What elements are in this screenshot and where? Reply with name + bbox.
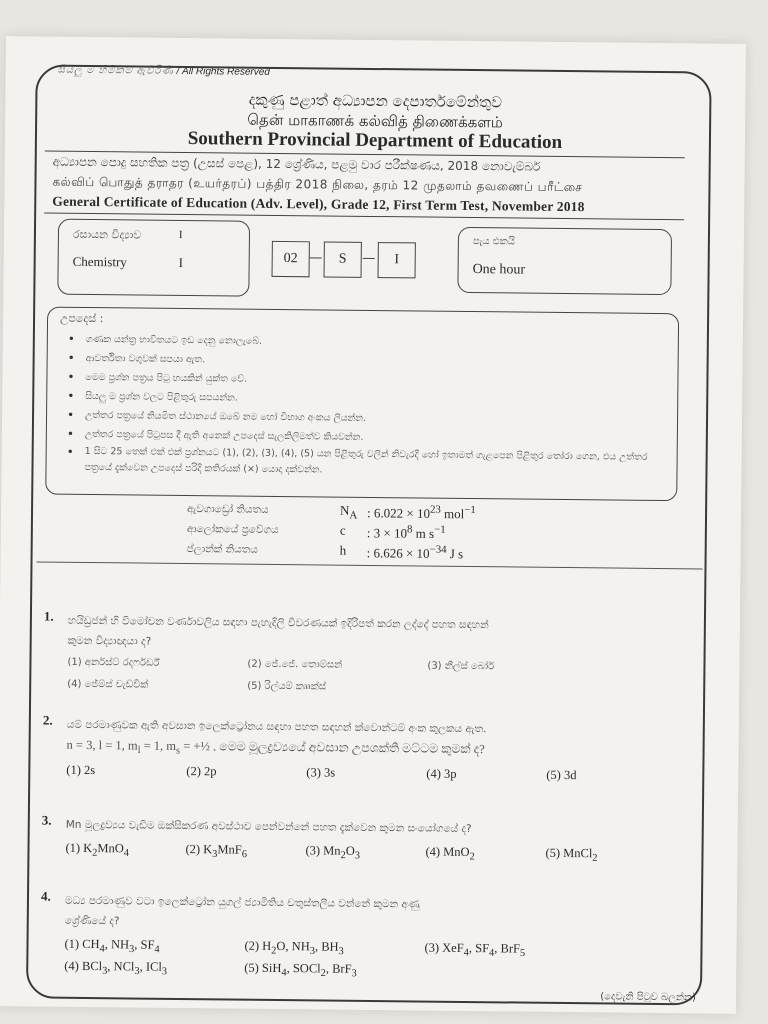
instruction-item: • ආවර්තිතා වගුවක් සපයා ඇත. [64,349,670,374]
question-text: Mn මූලද්‍රව්‍යය වැඩිම ඔක්සිකරණ අවස්ථාව පෙන්වන්නේ පහත දැක්වෙන කුමන සංයෝගයේ ද? [65,818,472,836]
constant-symbol: h [339,542,347,558]
instruction-item: • උත්තර පත්‍රයේ පිටුපස දී ඇති අනෙක් උපදෙස් සැලකිලිමත්ව කියවන්න. [63,425,669,450]
subject-name-english: Chemistry [72,253,127,270]
answer-option: (3) 3s [306,765,336,780]
exam-title-tamil: கல்விப் பொதுத் தராதர (உயர்தரப்) பத்திர 2018 நிலை, தரம் 12 முதலாம் தவணைப் பரீட்சை [52,174,583,195]
duration-box [457,227,672,295]
duration-sinhala: පැය එකයි [472,236,515,248]
subject-code-box: I [378,242,416,278]
answer-option: (2) 2p [186,764,217,779]
answer-option: (1) අර්නස්ට් රදර්ෆර්ඩ් [67,656,160,669]
answer-option: (3) නීල්ස් බෝර් [427,660,495,673]
instruction-item: • ගණක යන්ත්‍ර භාවිතයට ඉඩ දෙනු නොලැබේ. [64,330,670,355]
instruction-item: • උත්තර පත්‍රයේ නියමිත ස්ථානයේ ඔබේ නම හෝ විභාග අංකය ලියන්න. [63,406,669,431]
question-number: 1. [43,608,54,624]
answer-option: (2) $K_3MnF_6$ [185,842,247,861]
constant-symbol: c [339,522,346,538]
question-text: හයිඩ්‍රජන් හි විමෝචන වර්ණාවලිය සඳහා පැහැදිලි විවරණයක් ඉදිරිපත් කරන ලද්දේ පහත සඳහන් [67,614,489,632]
dept-name-english: Southern Provincial Department of Education [187,128,563,153]
paper-numeral-english: I [178,254,184,270]
instruction-item: • මෙම ප්‍රශ්න පත්‍රය පිටු හයකින් යුක්ත වේ. [63,368,669,393]
instruction-item: • සියලු ම ප්‍රශ්න වලට පිළිතුරු සපයන්න. [63,387,669,412]
question-text: කුමන විද්‍යාඥයා ද? [67,634,152,648]
subject-box [57,219,250,297]
duration-english: One hour [472,262,526,278]
exam-sheet [0,36,746,1014]
exam-title-sinhala: අධ්‍යාපන පොදු සහතික පත්‍ර (උසස් පෙළ), 12 ශ්‍රේණිය, පළමු වාර පරීක්ෂණය, 2018 නොවැම්බර් [52,154,541,174]
question-math: n = 3, l = 1, $m_l = 1$, $m_s$ = +½ . මෙම මූලද්‍රව්‍යයේ අවසාන උපශක්ති මට්ටම කුමක් ද? [66,737,485,757]
constants-table [187,501,608,565]
question-text: ශ්‍රේණියේ ද? [64,914,120,928]
paper-numeral-sinhala: I [178,228,183,241]
answer-option: (1) $CH_4$, $NH_3$, $SF_4$ [64,936,160,956]
question-number: 4. [40,888,51,904]
answer-option: (5) රිල්යම් ක්‍රූක්ස් [247,680,327,693]
question-number: 2. [42,712,53,728]
question-number: 3. [41,812,52,828]
constant-label: ප්ලාන්ක් නියතය [186,543,258,556]
rights-notice: සියලු ම හිමිකම් ඇවිරිණි / All Rights Reserved [57,64,270,78]
subject-name-sinhala: රසායන විද්‍යාව [72,227,142,242]
subject-code-box: 02 [272,241,310,277]
answer-option: (2) $H_2O$, $NH_3$, $BH_3$ [244,938,344,958]
answer-option: (4) BCl$_3$, NCl$_3$, ICl$_3$ [64,958,168,978]
code-dash [310,257,322,258]
answer-option: (5) MnCl$_2$ [545,845,598,864]
code-dash [363,258,375,259]
exam-title-english: General Certificate of Education (Adv. Level), Grade 12, First Term Test, November 2018 [52,193,585,215]
constant-label: ආලෝකයේ ප්‍රවේගය [186,523,279,537]
dept-name-sinhala: දකුණු පළාත් අධ්‍යාපන දෙපාර්තමේන්තුව [248,90,503,112]
dept-name-tamil: தென் மாகாணக் கல்வித் திணைக்களம் [247,110,504,132]
instructions-list [62,330,669,482]
next-page-note: (දෙවැනි පිටුව බලන්න) [600,991,697,1004]
constant-label: ඇවගාඩ්‍රෝ නියතය [187,503,269,516]
answer-option: (3) $Mn_2O_3$ [305,843,361,862]
constant-value: : $6.626 \times 10^{-34}$ J s [366,543,464,562]
answer-option: (1) $K_2MnO_4$ [65,840,130,859]
constant-symbol: $N_A$ [339,502,358,522]
answer-option: (5) 3d [546,767,577,783]
constant-value: : $6.022 \times 10^{23}$ mol$^{-1}$ [366,503,476,522]
answer-option: (3) XeF$_4$, $SF_4$, BrF$_5$ [424,940,526,960]
answer-option: (4) ජේම්ස් චැඩ්වික් [67,678,149,691]
answer-option: (2) ජේ.ජේ. තොම්සන් [247,658,343,671]
answer-option: (4) 3p [426,766,457,781]
instructions-box [45,307,679,502]
question-text: මධ්‍ය පරමාණුව වටා ඉලෙක්ට්‍රෝන යුගල් ජ්‍යාමිතිය චතුස්තලීය වන්නේ කුමන අණු [64,894,420,911]
question-text: යම් පරමාණුවක ඇති අවසාන ඉලෙක්ට්‍රෝනය සඳහා පහත සඳහන් ක්වොන්ටම් අංක කුලකය ඇත. [66,718,487,736]
instructions-title: උපදෙස් : [60,311,104,326]
answer-option: (4) MnO$_2$ [425,844,475,863]
constant-value: : $3 \times 10^8$ m $s^{-1}$ [366,523,446,541]
answer-option: (5) SiH$_4$, SOCl$_2$, BrF$_3$ [244,960,357,980]
subject-code-box: S [324,241,362,277]
instruction-item: • 1 සිට 25 තෙක් එක් එක් ප්‍රශ්නයට (1), (2), (3), (4), (5) යන පිළිතුරු වලින් නිවැරදි හෝ ඉතාමත් ගැළපෙන පිළිතුර තෝරා ගෙන, එය උත්තර පත්‍රයේ දැක්වෙන උපදෙස් පරිදි කතිරයක් (×) යොදා දක්වන්න. [62,444,668,482]
answer-option: (1) 2s [66,762,96,778]
